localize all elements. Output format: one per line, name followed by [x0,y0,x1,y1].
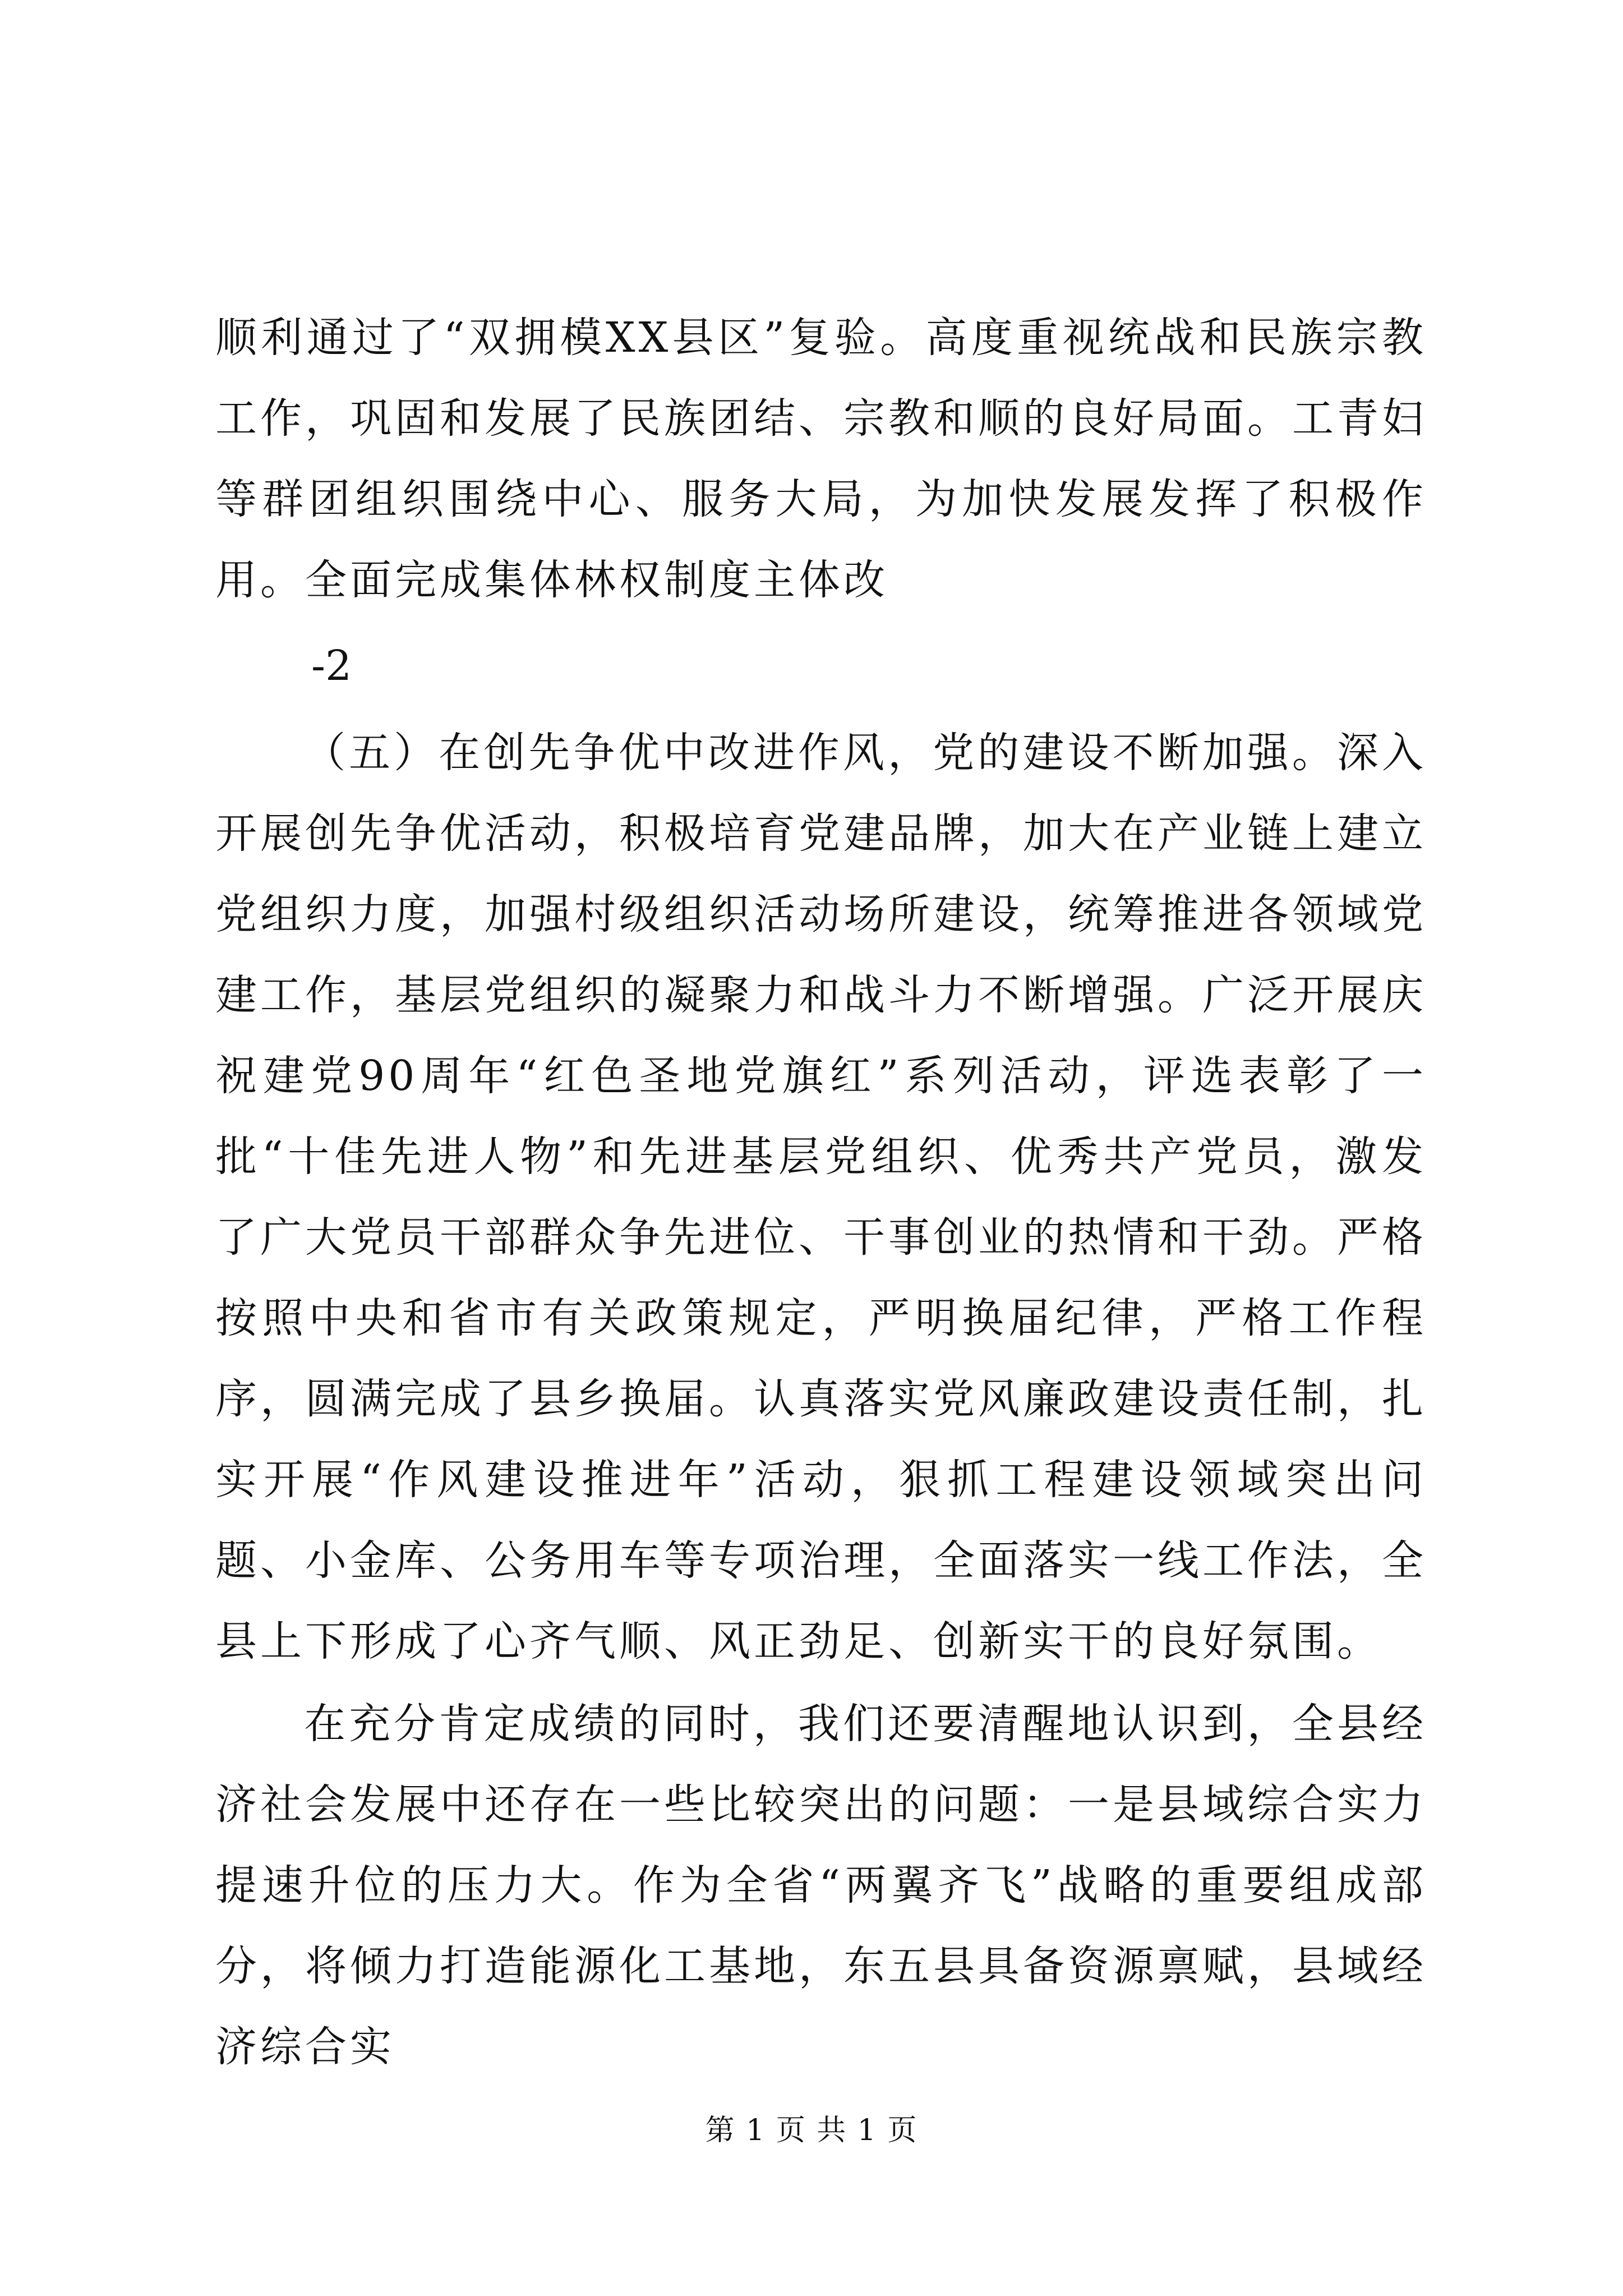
paragraph-problems: 在充分肯定成绩的同时，我们还要清醒地认识到，全县经济社会发展中还存在一些比较突出的问题：一是县域综合实力提速升位的压力大。作为全省“两翼齐飞”战略的重要组成部分，将倾力打造能源化工基地，东五县具备资源禀赋，县域经济综合实 [215,1700,1427,2071]
page-marker: -2 [311,642,352,690]
paragraph-continuation: 顺利通过了“双拥模XX县区”复验。高度重视统战和民族宗教工作，巩固和发展了民族团结、宗教和顺的良好局面。工青妇等群团组织围绕中心、服务大局，为加快发展发挥了积极作用。全面完成集体林权制度主体改 [215,314,1427,604]
page-footer: 第 1 页 共 1 页 [705,2114,918,2147]
paragraph-section-five: （五）在创先争优中改进作风，党的建设不断加强。深入开展创先争优活动，积极培育党建品牌，加大在产业链上建立党组织力度，加强村级组织活动场所建设，统筹推进各领域党建工作，基层党组织的凝聚力和战斗力不断增强。广泛开展庆祝建党90周年“红色圣地党旗红”系列活动，评选表彰了一批“十佳先进人物”和先进基层党组织、优秀共产党员，激发了广大党员干部群众争先进位、干事创业的热情和干劲。严格按照中央和省市有关政策规定，严明换届纪律，严格工作程序，圆满完成了县乡换届。认真落实党风廉政建设责任制，扎实开展“作风建设推进年”活动，狠抓工程建设领域突出问题、小金库、公务用车等专项治理，全面落实一线工作法，全县上下形成了心齐气顺、风正劲足、创新实干的良好氛围。 [215,729,1427,1665]
